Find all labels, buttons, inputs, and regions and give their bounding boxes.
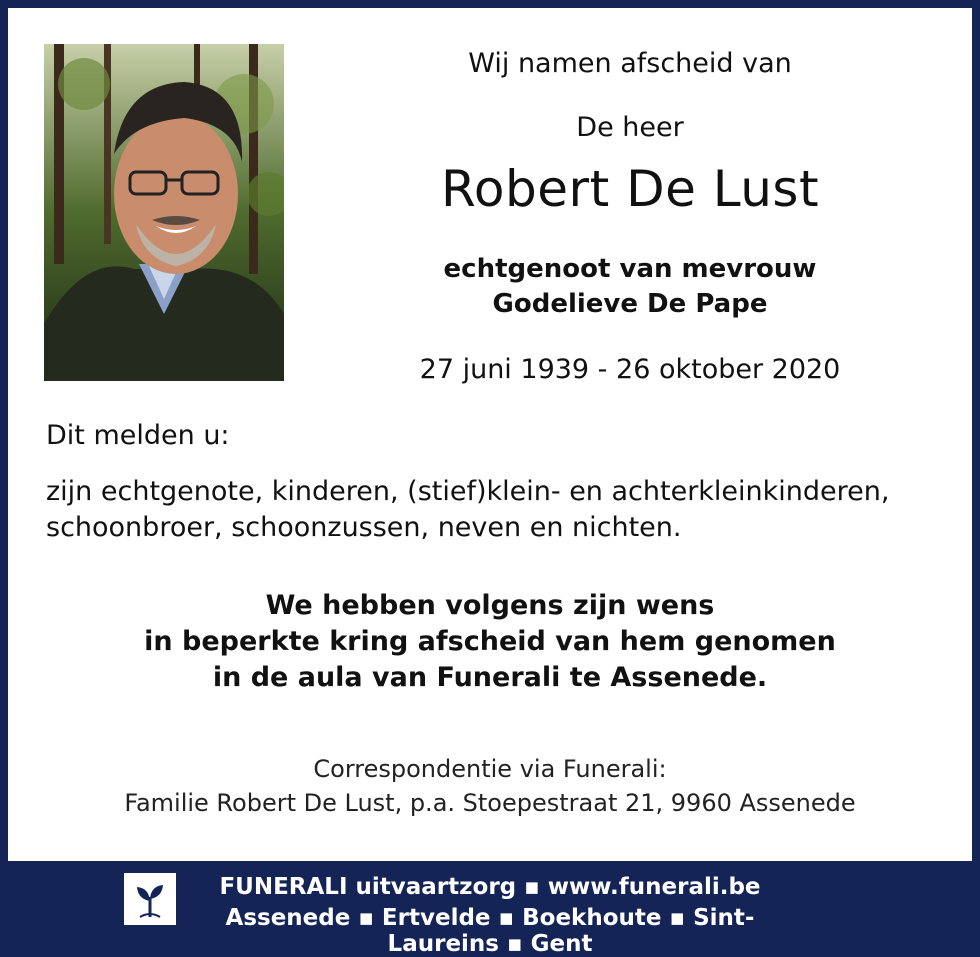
- correspondence-line-2: Familie Robert De Lust, p.a. Stoepestraat 21, 9960 Assenede: [124, 789, 856, 817]
- life-dates: 27 juni 1939 - 26 oktober 2020: [419, 354, 841, 385]
- message-line-2: in beperkte kring afscheid van hem genomen: [144, 626, 836, 657]
- spouse-line-2: Godelieve De Pape: [492, 289, 768, 319]
- sprout-icon: [124, 873, 176, 925]
- footer-brand-line: FUNERALI uitvaartzorg ▪ www.funerali.be: [219, 874, 761, 900]
- family-line-2: schoonbroer, schoonzussen, neven en nichten.: [46, 512, 682, 543]
- deceased-name: Robert De Lust: [440, 160, 820, 218]
- portrait-photo: [44, 44, 284, 381]
- announce-text: Dit melden u:: [46, 420, 230, 451]
- farewell-message: [40, 588, 940, 696]
- correspondence-block: [40, 752, 940, 820]
- family-block: [46, 474, 946, 546]
- message-line-3: in de aula van Funerali te Assenede.: [212, 662, 768, 693]
- family-line-1: zijn echtgenote, kinderen, (stief)klein- en achterkleinkinderen,: [46, 476, 890, 507]
- spouse-block: [330, 252, 930, 322]
- correspondence-line-1: Correspondentie via Funerali:: [313, 755, 667, 783]
- spouse-line-1: echtgenoot van mevrouw: [443, 254, 817, 284]
- intro-text: Wij namen afscheid van: [468, 48, 792, 79]
- honorific: De heer: [576, 112, 684, 143]
- footer-locations-line: Assenede ▪ Ertvelde ▪ Boekhoute ▪ Sint-Laureins ▪ Gent: [225, 905, 755, 957]
- message-line-1: We hebben volgens zijn wens: [265, 590, 715, 621]
